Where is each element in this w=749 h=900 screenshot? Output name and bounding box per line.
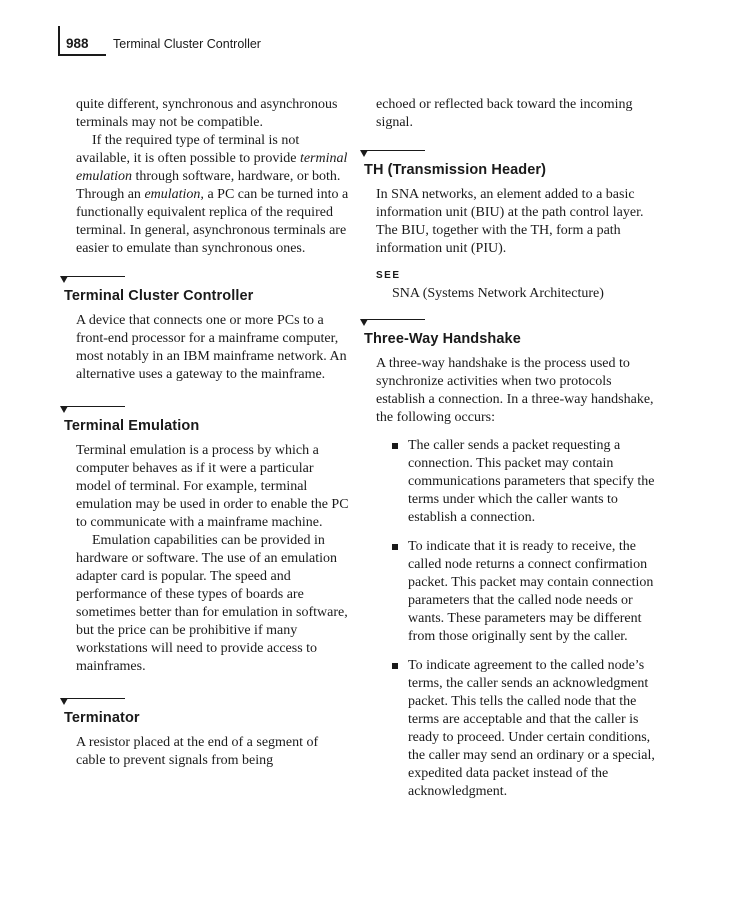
intro-text-c: a PC can be turned into a functionally equivalent replica of the required terminal. In general, asynchronous terminals are easier to emulate than synchronous ones. bbox=[76, 187, 349, 256]
intro-paragraph-2 bbox=[76, 132, 350, 258]
continued-paragraph: echoed or reflected back toward the incoming signal. bbox=[376, 97, 633, 130]
triangle-marker-icon bbox=[360, 319, 368, 326]
header-vertical-rule bbox=[58, 26, 60, 56]
left-column bbox=[60, 96, 350, 770]
section-body: A device that connects one or more PCs to a front-end processor for a mainframe computer, most notably in an IBM mainframe network. An alternative uses a gateway to the mainframe. bbox=[76, 313, 347, 382]
section-title: TH (Transmission Header) bbox=[364, 162, 547, 178]
section-marker bbox=[60, 274, 130, 284]
square-bullet-icon bbox=[392, 544, 398, 550]
intro-text-a: If the required type of terminal is not available, it is often possible to provide bbox=[76, 133, 300, 166]
running-title: Terminal Cluster Controller bbox=[113, 37, 261, 51]
square-bullet-icon bbox=[392, 663, 398, 669]
section-title: Three-Way Handshake bbox=[364, 331, 521, 347]
bullet-list bbox=[360, 437, 660, 801]
section-body: Terminal emulation is a process by which a computer behaves as if it were a particular model of terminal. For example, terminal emulation may be used in order to enable the PC to communicate with a mainframe machine. bbox=[76, 443, 349, 530]
section-title: Terminator bbox=[64, 710, 140, 726]
intro-term-emphasis: terminal emulation bbox=[76, 151, 348, 184]
section-terminal-emulation bbox=[60, 404, 350, 676]
section-marker bbox=[60, 696, 130, 706]
list-item-text: The caller sends a packet requesting a connection. This packet may contain communications parameters that specify the terms under which the caller wants to establish a connection. bbox=[408, 438, 655, 525]
see-also-item: SNA (Systems Network Architecture) bbox=[392, 286, 604, 301]
section-terminal-cluster-controller bbox=[60, 274, 350, 384]
triangle-marker-icon bbox=[360, 150, 368, 157]
list-item bbox=[408, 437, 660, 527]
section-th-transmission-header bbox=[360, 148, 660, 303]
list-item bbox=[408, 657, 660, 801]
see-label: SEE bbox=[376, 270, 401, 281]
right-column bbox=[360, 96, 660, 812]
section-marker bbox=[360, 317, 430, 327]
section-marker bbox=[360, 148, 430, 158]
list-item-text: To indicate agreement to the called node’s terms, the caller sends an acknowledgment packet. This tells the called node that the terms are acceptable and that the caller is ready to proceed. Under certain conditions, the caller may send an ordinary or a special, expedited data packet instead of the acknowledgment. bbox=[408, 658, 655, 799]
square-bullet-icon bbox=[392, 443, 398, 449]
triangle-marker-icon bbox=[60, 698, 68, 705]
triangle-marker-icon bbox=[60, 406, 68, 413]
intro-paragraph-1: quite different, synchronous and asynchronous terminals may not be compatible. bbox=[76, 97, 338, 130]
section-body: In SNA networks, an element added to a basic information unit (BIU) at the path control layer. The BIU, together with the TH, form a path information unit (PIU). bbox=[376, 187, 644, 256]
intro-emulation-emphasis: emulation, bbox=[144, 187, 204, 202]
section-marker bbox=[60, 404, 130, 414]
section-three-way-handshake bbox=[360, 317, 660, 801]
list-item-text: To indicate that it is ready to receive, the called node returns a connect confirmation packet. This packet may contain connection parameters that the called node needs or wants. These parameters may be different from those originally sent by the caller. bbox=[408, 539, 654, 644]
section-body: A resistor placed at the end of a segment of cable to prevent signals from being bbox=[76, 735, 319, 768]
section-title: Terminal Emulation bbox=[64, 418, 200, 434]
triangle-marker-icon bbox=[60, 276, 68, 283]
page-number: 988 bbox=[66, 36, 89, 51]
list-item bbox=[408, 538, 660, 646]
section-body: A three-way handshake is the process used to synchronize activities when two protocols establish a connection. In a three-way handshake, the following occurs: bbox=[376, 356, 654, 425]
section-title: Terminal Cluster Controller bbox=[64, 288, 254, 304]
header-horizontal-rule bbox=[58, 54, 106, 56]
section-terminator bbox=[60, 696, 350, 770]
section-body-2: Emulation capabilities can be provided in hardware or software. The use of an emulation adapter card is popular. The speed and performance of these types of boards are sometimes better than for emulation in software, but the price can be prohibitive if many workstations will need to provide access to mainframes. bbox=[76, 533, 348, 674]
intro-text-b: through software, hardware, or both. Through an bbox=[76, 169, 341, 202]
running-header bbox=[58, 26, 318, 56]
